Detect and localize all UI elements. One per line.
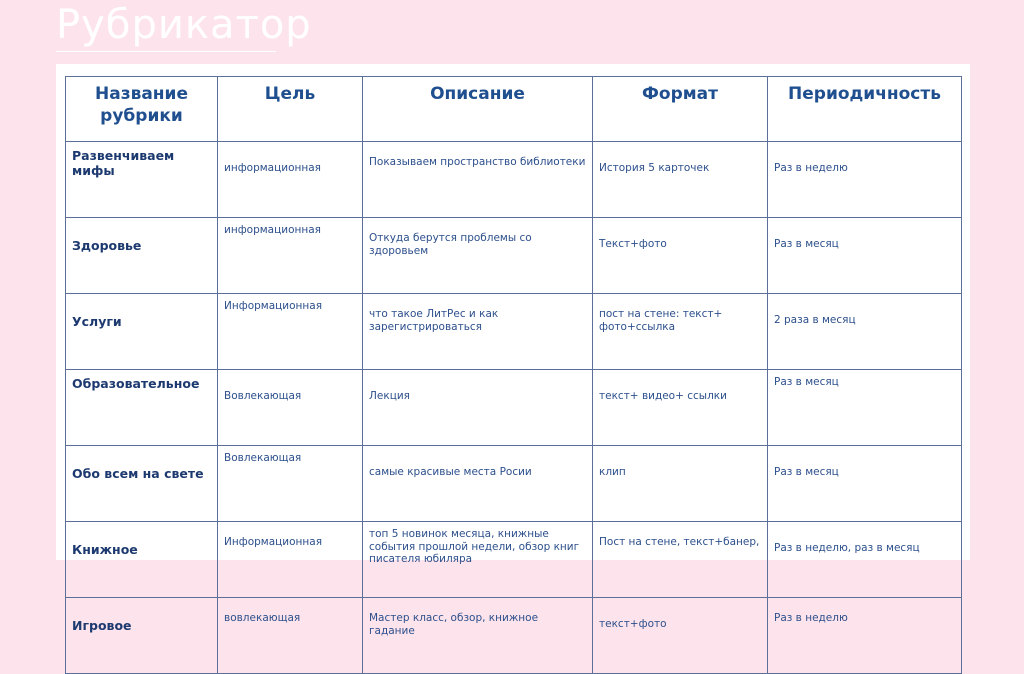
- rubric-period: Раз в месяц: [768, 446, 962, 522]
- rubric-period: Раз в неделю: [768, 142, 962, 218]
- rubric-goal: информационная: [218, 218, 363, 294]
- rubric-name: Игровое: [66, 598, 218, 674]
- rubric-description: Откуда берутся проблемы со здоровьем: [363, 218, 593, 294]
- rubric-table: [65, 76, 962, 674]
- page-title: Рубрикатор: [56, 2, 312, 48]
- rubric-period: Раз в месяц: [768, 370, 962, 446]
- table-row: [66, 598, 962, 674]
- rubric-goal: Вовлекающая: [218, 370, 363, 446]
- rubric-name: Книжное: [66, 522, 218, 598]
- table-header-row: [66, 77, 962, 142]
- rubric-format: клип: [593, 446, 768, 522]
- rubric-name: Услуги: [66, 294, 218, 370]
- rubric-format: текст+ видео+ ссылки: [593, 370, 768, 446]
- rubric-period: Раз в неделю: [768, 598, 962, 674]
- rubric-period: 2 раза в месяц: [768, 294, 962, 370]
- rubric-period: Раз в месяц: [768, 218, 962, 294]
- rubric-name: Образовательное: [66, 370, 218, 446]
- header-period: Периодичность: [768, 77, 962, 142]
- rubric-goal: вовлекающая: [218, 598, 363, 674]
- rubric-description: Мастер класс, обзор, книжное гадание: [363, 598, 593, 674]
- header-goal: Цель: [218, 77, 363, 142]
- table-row: [66, 142, 962, 218]
- table-row: [66, 446, 962, 522]
- rubric-format: текст+фото: [593, 598, 768, 674]
- header-description: Описание: [363, 77, 593, 142]
- rubric-period: Раз в неделю, раз в месяц: [768, 522, 962, 598]
- rubric-goal: информационная: [218, 142, 363, 218]
- header-format: Формат: [593, 77, 768, 142]
- rubric-format: История 5 карточек: [593, 142, 768, 218]
- table-row: [66, 370, 962, 446]
- rubric-description: Лекция: [363, 370, 593, 446]
- table-panel: [56, 64, 970, 637]
- table-row: [66, 218, 962, 294]
- title-underline: [56, 51, 276, 52]
- rubric-description: самые красивые места Росии: [363, 446, 593, 522]
- rubric-description: топ 5 новинок месяца, книжные события прошлой недели, обзор книг писателя юбиляра: [363, 522, 593, 598]
- rubric-name: Здоровье: [66, 218, 218, 294]
- rubric-format: Текст+фото: [593, 218, 768, 294]
- rubric-goal: Информационная: [218, 522, 363, 598]
- rubric-name: Обо всем на свете: [66, 446, 218, 522]
- rubric-description: что такое ЛитРес и как зарегистрироваться: [363, 294, 593, 370]
- rubric-format: Пост на стене, текст+банер,: [593, 522, 768, 598]
- rubric-goal: Информационная: [218, 294, 363, 370]
- rubric-description: Показываем пространство библиотеки: [363, 142, 593, 218]
- table-row: [66, 522, 962, 598]
- rubric-name: Развенчиваем мифы: [66, 142, 218, 218]
- table-row: [66, 294, 962, 370]
- rubric-format: пост на стене: текст+ фото+ссылка: [593, 294, 768, 370]
- rubric-goal: Вовлекающая: [218, 446, 363, 522]
- header-name: Название рубрики: [66, 77, 218, 142]
